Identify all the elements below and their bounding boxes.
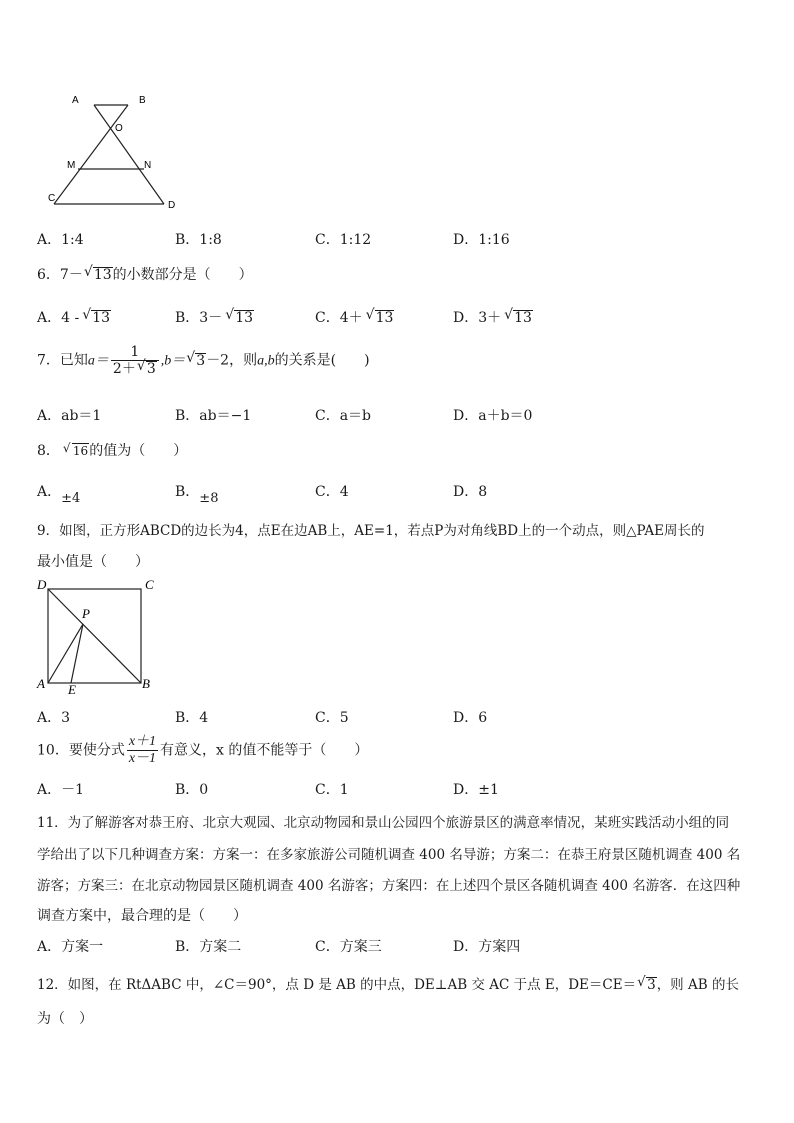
q11-stem-line4: 调查方案中，最合理的是（ ） (37, 908, 247, 924)
q10-fraction: $\frac{x+1}{x-1}$ (128, 734, 157, 766)
q6-option-c[interactable]: C．4＋√ 13 (315, 307, 394, 327)
label-c: C (48, 193, 56, 204)
q11-option-b[interactable]: B．方案二 (175, 939, 242, 955)
segment-pa (48, 624, 83, 683)
q7-option-c[interactable]: C．a＝b (315, 408, 372, 424)
q11-stem-line3: 游客；方案三：在北京动物园景区随机调查 400 名游客；方案四：在上述四个景区各随机调查 400 名游客．在这四种 (37, 878, 741, 894)
q8-stem: 8．√ 16的值为（ ） (37, 440, 187, 460)
q8-option-a[interactable]: A．±4 (37, 484, 81, 506)
q11-stem-line1: 11．为了解游客对恭王府、北京大观园、北京动物园和景山公园四个旅游景区的满意率情况，某班实践活动小组的同 (37, 815, 730, 831)
label-d: D (168, 200, 176, 211)
q10-option-c[interactable]: C．1 (315, 782, 349, 798)
q5-option-b[interactable]: B．1:8 (175, 232, 222, 248)
label-n: N (144, 160, 152, 171)
q11-option-c[interactable]: C．方案三 (315, 939, 382, 955)
q6-stem: 6．7－√ 13的小数部分是（ ） (37, 264, 253, 284)
label-a: A (72, 95, 79, 106)
q8-option-b[interactable]: B．±8 (175, 484, 219, 506)
q10-option-b[interactable]: B．0 (175, 782, 209, 798)
label-b: B (139, 95, 146, 106)
q12-stem-line2: 为（ ） (37, 1011, 93, 1027)
label-a: A (37, 676, 45, 691)
q6-option-b[interactable]: B．3－√ 13 (175, 307, 254, 327)
q6-option-d[interactable]: D．3＋√ 13 (453, 307, 533, 327)
diagonal-bd (48, 589, 141, 683)
q9-stem-line2: 最小值是（ ） (37, 554, 149, 570)
q5-option-a[interactable]: A．1:4 (37, 232, 84, 248)
label-e: E (68, 682, 76, 697)
q10-option-d[interactable]: D．±1 (453, 782, 499, 798)
q9-stem-line1: 9．如图，正方形ABCD的边长为4，点E在边AB上，AE=1，若点P为对角线BD上的一个动点，则△PAE周长的 (37, 523, 705, 539)
segment-pe (71, 624, 83, 683)
q10-stem: 10．要使分式 $\frac{x+1}{x-1}$ 有意义，x 的值不能等于（ ） (37, 734, 369, 766)
label-d: D (37, 577, 47, 592)
q7-option-b[interactable]: B．ab＝−1 (175, 408, 252, 424)
label-c: C (145, 577, 154, 592)
q5-figure (40, 88, 190, 213)
q11-option-a[interactable]: A．方案一 (37, 939, 104, 955)
q7-fraction: $\frac{1}{2+√ 3}$ (111, 344, 159, 377)
label-o: O (115, 123, 123, 134)
q11-option-d[interactable]: D．方案四 (453, 939, 521, 955)
q5-option-d[interactable]: D．1:16 (453, 232, 510, 248)
q10-option-a[interactable]: A．－1 (37, 782, 85, 798)
q7-stem: 7．已知a＝ $\frac{1}{2+√ 3}$ ,b＝√ 3－2，则a,b的关系是( ) (37, 344, 370, 377)
label-b: B (142, 676, 150, 691)
q9-option-d[interactable]: D．6 (453, 710, 488, 726)
q9-option-b[interactable]: B．4 (175, 710, 209, 726)
q7-option-d[interactable]: D．a＋b＝0 (453, 408, 533, 424)
q11-stem-line2: 学给出了以下几种调查方案：方案一：在多家旅游公司随机调查 400 名导游；方案二：在恭王府景区随机调查 400 名 (37, 847, 741, 863)
q9-option-c[interactable]: C．5 (315, 710, 349, 726)
q12-stem-line1: 12．如图，在 RtΔABC 中，∠C＝90°，点 D 是 AB 的中点，DE⊥AB 交 AC 于点 E，DE＝CE＝√ 3，则 AB 的长 (37, 973, 739, 993)
label-p: P (82, 606, 90, 621)
segment-ad (94, 105, 164, 204)
label-m: M (67, 160, 76, 171)
q8-option-c[interactable]: C．4 (315, 484, 349, 500)
segment-bc (54, 105, 128, 204)
q8-option-d[interactable]: D．8 (453, 484, 488, 500)
q9-option-a[interactable]: A．3 (37, 710, 71, 726)
q6-option-a[interactable]: A．4 -√ 13 (37, 307, 111, 327)
q9-figure (34, 576, 164, 698)
q5-option-c[interactable]: C．1:12 (315, 232, 372, 248)
q7-option-a[interactable]: A．ab＝1 (37, 408, 102, 424)
